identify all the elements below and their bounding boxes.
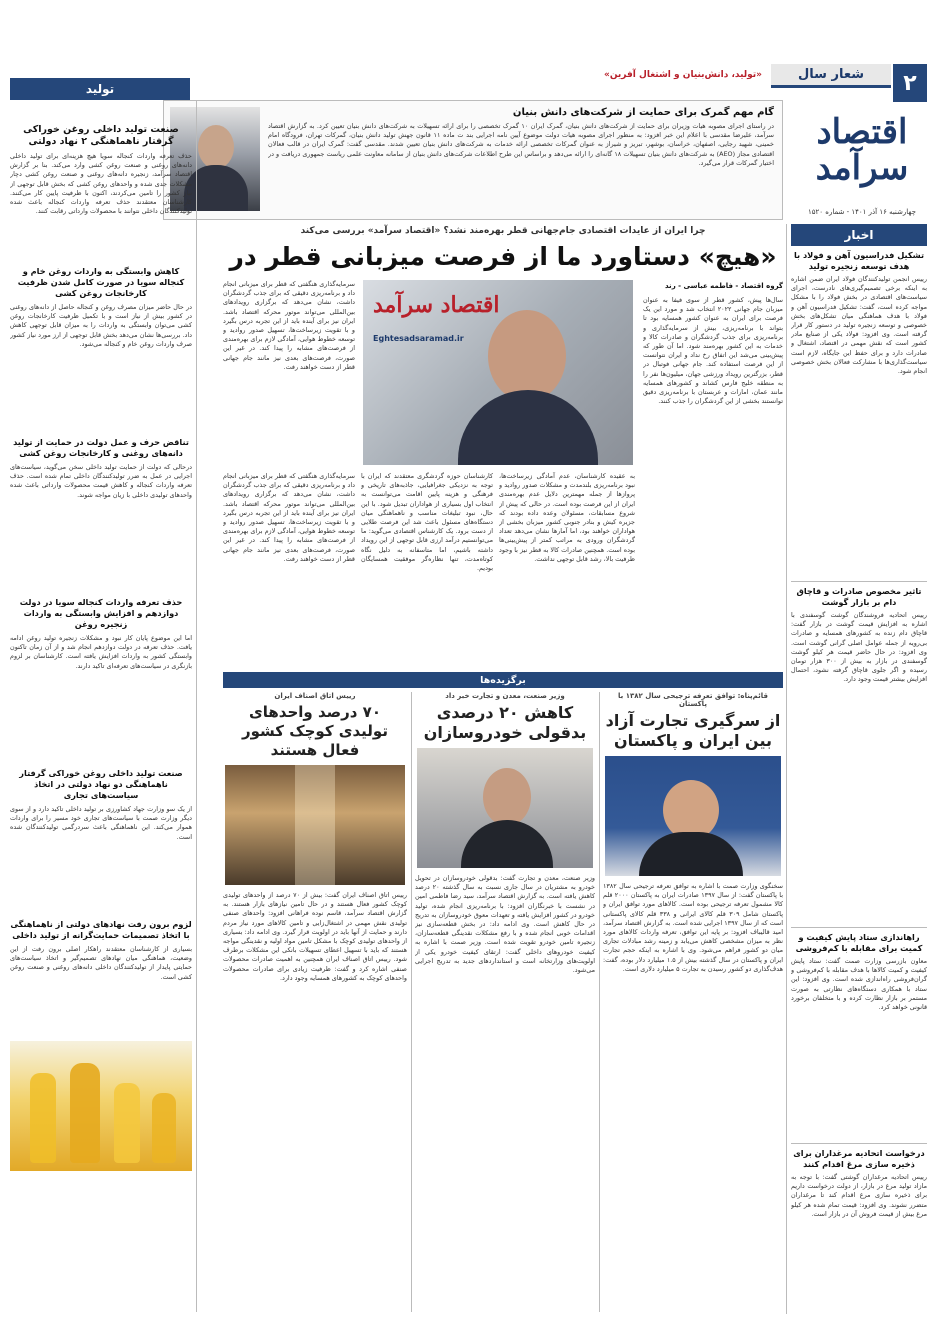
news-item: تشکیل فدراسیون آهن و فولاد با هدف توسعه زنجیره تولید رییس انجمن تولیدکنندگان فولاد ایران ضمن اشاره به اینکه برخی تصمیم‌گیری‌های نادرست، اجرای سیاست‌های اقتصادی در بخش فولاد را با مشکل مواجه کرده است، گفت: تشکیل فدراسیون آهن و فولاد با هدف هماهنگی میان تشکل‌های بخش خصوصی و توسعه زنجیره تولید در دستور کار قرار گرفته است. وی افزود: فولاد یکی از صنایع مادر کشور است که نقش مهمی در اقتصاد، اشتغال و صادرات دارد و برای حفظ این جایگاه، لازم است سیاست‌گذاری‌ها با مشارکت فعالان بخش خصوصی انجام شود. — [791, 250, 927, 376]
left-column: صنعت تولید داخلی روغن خوراکی گرفتار ناهماهنگی ۲ نهاد دولتی حذف تعرفه واردات کنجاله سویا هیچ هزینه‌ای برای تولید داخلی دانه‌های روغنی و صنعت روغن کشی وارد می‌کند. بنا بر گزارش اقتصاد سرآمد، زنجیره دانه‌های روغنی و صنعت روغن کشی دچار مشکلات جدی شده و واحدهای روغن کشی که بخش قابل توجهی از نیاز کشور را تامین می‌کردند، اکنون با ظرفیت پایین کار می‌کنند. کارشناسان معتقدند حذف تعرفه واردات کنجاله باعث شده تولیدکنندگان داخلی نتوانند با محصولات وارداتی رقابت کنند. کاهش وابستگی به واردات روغن خام و کنجاله سویا در صورت کامل شدن ظرفیت کارخانجات روغن کشی در حال حاضر میزان مصرف روغن و کنجاله حاصل از دانه‌های روغنی در کشور بیش از نیاز است و با تکمیل ظرفیت کارخانجات روغن کشی می‌توان وابستگی به واردات را به میزان قابل توجهی کاهش داد. بررسی‌ها نشان می‌دهد بخش قابل توجهی از ارز مورد نیاز کشور صرف واردات روغن خام و کنجاله می‌شود. تناقض حرف و عمل دولت در حمایت از تولید دانه‌های روغنی و کارخانجات روغن کشی درحالی که دولت از حمایت تولید داخلی سخن می‌گوید، سیاست‌های اجرایی در عمل به ضرر تولیدکنندگان داخلی تمام شده است. حذف تعرفه واردات کنجاله و کاهش قیمت محصولات وارداتی باعث شده واحدهای تولیدی داخلی با زیان مواجه شوند. حذف تعرفه واردات کنجاله سویا در دولت دوازدهم و افزایش وابستگی به واردات زنجیره روغن اما این موضوع پایان کار نبود و مشکلات زنجیره تولید روغن ادامه یافت. حذف تعرفه در دولت دوازدهم انجام شد و از آن زمان تاکنون وابستگی کشور به واردات افزایش یافته است. کارشناسان بر لزوم بازنگری در سیاست‌های تعرفه‌ای تاکید دارند. صنعت تولید داخلی روغن خوراکی گرفتار ناهماهنگی دو نهاد دولتی در اتخاذ سیاست‌های تجاری از یک سو وزارت جهاد کشاورزی بر تولید داخلی تاکید دارد و از سوی دیگر وزارت صمت با سیاست‌های تجاری خود مسیر را برای واردات هموار می‌کند. این ناهماهنگی باعث سردرگمی تولیدکنندگان شده است. لزوم برون رفت نهادهای دولتی از ناهماهنگی با اتخاذ تصمیمات حمایت‌گرانه از تولید داخلی بسیاری از کارشناسان معتقدند راهکار اصلی برون رفت از این وضعیت، هماهنگی میان نهادهای تصمیم‌گیر و اتخاذ سیاست‌های حمایتی پایدار از تولیدکنندگان داخلی دانه‌های روغنی و صنعت روغن کشی است. — [10, 124, 192, 1312]
selected-label-bar: برگزیده‌ها — [223, 672, 783, 688]
main-story-photo — [363, 280, 633, 465]
selected-item: رییس اتاق اصناف ایران ۷۰ درصد واحدهای تولیدی کوچک کشور فعال هستند رییس اتاق اصناف ایران گفت: بیش از ۷۰ درصد از واحدهای تولیدی کوچک کشور فعال هستند و در حال تامین نیازهای بازار هستند. به گزارش اقتصاد سرآمد، قاسم نوده فراهانی افزود: واحدهای صنفی تولیدی نقش مهمی در اشتغال‌زایی و تامین کالاهای مورد نیاز مردم دارند و حمایت از آنها باید در اولویت قرار گیرد. وی ادامه داد: بسیاری از واحدهای تولیدی کوچک با مشکل تامین مواد اولیه و نقدینگی مواجه هستند که باید با تسهیل اعطای تسهیلات بانکی این مشکلات برطرف شود. رییس اتاق اصناف ایران همچنین به اهمیت صادرات محصولات صنفی اشاره کرد و گفت: ظرفیت زیادی برای صادرات محصولات واحدهای کوچک به کشورهای همسایه وجود دارد. — [223, 692, 407, 982]
main-story-byline: گروه اقتصاد - فاطمه عباسی - رند — [665, 282, 783, 290]
page-number: ۲ — [903, 70, 917, 96]
slogan: «تولید، دانش‌بنیان و اشتغال آفرین» — [604, 70, 762, 80]
selected-item: وزیر صنعت، معدن و تجارت خبر داد کاهش ۲۰ درصدی بدقولی خودروسازان وزیر صنعت، معدن و تجارت گفت: بدقولی خودروسازان در تحویل خودرو به مشتریان در سال جاری نسبت به سال گذشته ۲۰ درصد کاهش یافته است. به گزارش اقتصاد سرآمد، سید رضا فاطمی امین در نشست با خبرنگاران افزود: با برنامه‌ریزی انجام شده، تولید خودرو در کشور افزایش یافته و تعهدات معوق خودروسازان به تدریج در حال کاهش است. وی ادامه داد: در بخش قطعه‌سازی نیز اقدامات خوبی انجام شده و با رفع مشکلات نقدینگی قطعه‌سازان، زنجیره تامین خودرو تقویت شده است. وزیر صمت با اشاره به کیفیت خودروهای داخلی گفت: ارتقای کیفیت خودرو یکی از اولویت‌های وزارتخانه است و استانداردهای جدید به تدریج اجرایی می‌شود. — [415, 692, 595, 975]
main-story-col1: سال‌ها پیش، کشور قطر از سوی فیفا به عنوان میزبان جام جهانی ۲۰۲۲ انتخاب شد و مورد این یک فرصت برای ایران به عنوان کشور همسایه بود تا بتواند با برنامه‌ریزی، بیش از سرمایه‌گذاری و برنامه‌ریزی برای جذب گردشگران و صادرات کالا و خدمات به این کشور بهره‌مند شود. اما آن طور که پیش‌بینی می‌شد این اتفاق رخ نداد و ایران نتوانست از این فرصت استفاده کند. جام جهانی فوتبال در قطر، بزرگترین رویداد ورزشی جهان، میلیون‌ها نفر را به منطقه خلیج فارس کشاند و کشورهای همسایه مانند عمان، امارات و عربستان با برنامه‌ریزی دقیق توانستند بخشی از این گردشگران را جذب کنند. — [643, 296, 783, 406]
logo-text: اقتصاد سرآمد — [815, 112, 909, 188]
page-number-badge — [893, 64, 927, 102]
selected-photo — [605, 756, 781, 876]
news-item: راهاندازی ستاد پایش کیفیت و کمیت برای مقابله با کم‌فروشی معاون بازرسی وزارت صمت گفت: ستاد پایش کیفیت و کمیت کالاها با هدف مقابله با کم‌فروشی و گران‌فروشی راه‌اندازی شده است. وی افزود: این ستاد با همکاری دستگاه‌های نظارتی به صورت مستمر بر بازار نظارت کرده و با متخلفان برخورد قانونی خواهد کرد. — [791, 932, 927, 1012]
main-story-headline: «هیچ» دستاورد ما از فرصت میزبانی قطر در — [229, 242, 777, 271]
main-story-kicker: چرا ایران از عایدات اقتصادی جام‌جهانی قطر بهره‌مند نشد؟ «اقتصاد سرآمد» بررسی می‌کند — [300, 226, 706, 236]
date-issue: چهارشنبه ۱۶ آذر ۱۴۰۱ - شماره ۱۵۲۰ — [808, 208, 916, 216]
main-story-col3: کارشناسان حوزه گردشگری معتقدند که ایران با توجه به نزدیکی جغرافیایی، جاذبه‌های تاریخی و فرهنگی و هزینه پایین اقامت می‌توانست به انتخاب اول بسیاری از هواداران تبدیل شود. با این حال، نبود تبلیغات مناسب و ناهماهنگی میان دستگاه‌های مسئول باعث شد این فرصت طلایی از دست برود. یک کارشناس اقتصادی می‌گوید: ما می‌توانستیم درآمد ارزی قابل توجهی از این رویداد داشته باشیم، اما متاسفانه به دلیل نگاه کوتاه‌مدت، تنها نظاره‌گر موفقیت همسایگان بودیم. — [361, 472, 493, 573]
top-story-box — [163, 100, 783, 220]
left-headline: صنعت تولید داخلی روغن خوراکی گرفتار ناهماهنگی ۲ نهاد دولتی — [23, 124, 179, 147]
selected-item: قائم‌پناه: توافق تعرفه ترجیحی سال ۱۳۸۲ با پاکستان از سرگیری تجارت آزاد بین ایران و پاکستان سخنگوی وزارت صمت با اشاره به توافق تعرفه ترجیحی سال ۱۳۸۲ با پاکستان گفت: از سال ۱۳۹۷ صادرات ایران به پاکستان ۲۰۰۰ قلم کالا مشمول تعرفه ترجیحی بوده است. کالاهای مورد توافق ایران و پاکستان شامل ۳۰۹ قلم کالای ایرانی و ۳۳۸ قلم کالای پاکستانی است که از سال ۱۳۹۷ اجرایی شده است. به گزارش اقتصاد سرآمد، امید قالیباف افزود: بر پایه این توافق، تعرفه واردات کالاهای مورد نظر به میزان مشخصی کاهش می‌یابد و زمینه رشد مبادلات تجاری میان دو کشور فراهم می‌شود. وی با اشاره به اینکه حجم تجارت ایران و پاکستان در سال گذشته بیش از ۱.۵ میلیارد دلار بوده، گفت: هدف‌گذاری دو کشور رسیدن به تجارت ۵ میلیارد دلاری است. — [603, 692, 783, 973]
production-bar: تولید — [10, 78, 190, 100]
news-item: درخواست اتحادیه مرغداران برای ذخیره سازی مرغ اقدام کنند رییس اتحادیه مرغداران گوشتی گفت: با توجه به مازاد تولید مرغ در بازار، از دولت درخواست داریم برای ذخیره سازی مرغ اقدام کند تا مرغداران متضرر نشوند. وی افزود: قیمت تمام شده هر کیلو مرغ بیش از قیمت فروش آن در بازار است. — [791, 1148, 927, 1218]
selected-photo — [417, 748, 593, 868]
section-title-bar — [771, 64, 891, 88]
main-story-col2: به عقیده کارشناسان، عدم آمادگی زیرساخت‌ها، نبود برنامه‌ریزی بلندمدت و مشکلات صدور روادید و پروازها از جمله مهمترین دلایل عدم بهره‌مندی ایران از این فرصت بوده است. در حالی که پیش از شروع مسابقات، مسئولان وعده داده بودند که جزیره کیش و بنادر جنوبی کشور میزبان بخشی از هواداران خواهند بود، اما آمارها نشان می‌دهد تعداد گردشگران ورودی به مراتب کمتر از پیش‌بینی‌ها بوده است. همچنین صادرات کالا به قطر نیز با وجود ظرفیت بالا، رشد قابل توجهی نداشت. — [499, 472, 635, 563]
masthead-logo — [797, 100, 927, 200]
top-story-text: در راستای اجرای مصوبه هیات وزیران برای حمایت از شرکت‌های دانش بنیان، گمرک ایران ۱۰ گمرک تخصصی را برای ارائه تسهیلات به شرکت‌های دانش بنیان تعیین کرد. به گزارش اقتصاد سرآمد، علیرضا مقدسی با اعلام این خبر افزود: به منظور اجرای مصوبه هیات دولت موضوع آیین نامه اجرایی بند ت ماده ۱۱ قانون جهش تولید دانش بنیان، گمرکات تهران، فرودگاه امام خمینی، شهید رجایی، اصفهان، خراسان، بوشهر، تبریز و شیراز به عنوان گمرکات تخصصی ارائه خدمات به شرکت‌های دانش بنیان تعیین شدند. مقدسی گفت: گمرک ایران در قالب فعالان اقتصادی مجاز (AEO) به شرکت‌های دانش بنیان تسهیلات ۱۸ گانه‌ای را ارائه می‌دهد و براساس این طرح اطلاعات شرکت‌های دانش بنیان از سامانه معاونت علمی ریاست جمهوری دریافت و در اختیار گمرکات قرار می‌گیرد. — [268, 122, 774, 167]
oil-bottles-photo — [10, 1041, 192, 1171]
photo-logo: اقتصاد سرآمد — [373, 292, 500, 318]
main-story-col4: سرمایه‌گذاری هنگفتی که قطر برای میزبانی انجام داد و برنامه‌ریزی دقیقی که برای جذب گردشگران داشت، نشان می‌دهد که برگزاری رویدادهای بین‌المللی می‌تواند موتور محرکه اقتصاد باشد. ایران نیز برای آینده باید از این تجربه درس بگیرد و با تقویت زیرساخت‌ها، تسهیل صدور روادید و توسعه خطوط هوایی، آمادگی لازم برای بهره‌مندی از فرصت‌های مشابه را پیدا کند. در غیر این صورت، فرصت‌های بعدی نیز مانند جام جهانی قطر از دست خواهند رفت. — [223, 280, 355, 371]
photo-website: Eghtesadsaramad.ir — [373, 334, 464, 343]
news-bar: اخبار — [791, 224, 927, 246]
main-story-col5: سرمایه‌گذاری هنگفتی که قطر برای میزبانی انجام داد و برنامه‌ریزی دقیقی که برای جذب گردشگران داشت، نشان می‌دهد که برگزاری رویدادهای بین‌المللی می‌تواند موتور محرکه اقتصاد باشد. ایران نیز برای آینده باید از این تجربه درس بگیرد و با تقویت زیرساخت‌ها، تسهیل صدور روادید و توسعه خطوط هوایی، آمادگی لازم برای بهره‌مندی از فرصت‌های مشابه را پیدا کند. در غیر این صورت، فرصت‌های بعدی نیز مانند جام جهانی قطر از دست خواهند رفت. — [223, 472, 355, 563]
section-title: شعار سال — [798, 67, 864, 82]
selected-photo — [225, 765, 405, 885]
top-story-title: گام مهم گمرک برای حمایت از شرکت‌های دانش بنیان — [512, 107, 774, 118]
right-news-column — [791, 250, 927, 1310]
news-item: تاثیر مخصوص صادرات و قاچاق دام بر بازار گوشت رییس اتحادیه فروشندگان گوشت گوسفندی با اشاره به افزایش قیمت گوشت در بازار گفت: قاچاق دام زنده به کشورهای همسایه و صادرات بی‌رویه از جمله عوامل اصلی گرانی گوشت است. وی افزود: در حال حاضر قیمت هر کیلو گوشت گوسفندی در بازار به بیش از ۳۰۰ هزار تومان رسیده و اگر جلوی قاچاق گرفته نشود، احتمال افزایش بیشتر قیمت وجود دارد. — [791, 586, 927, 684]
